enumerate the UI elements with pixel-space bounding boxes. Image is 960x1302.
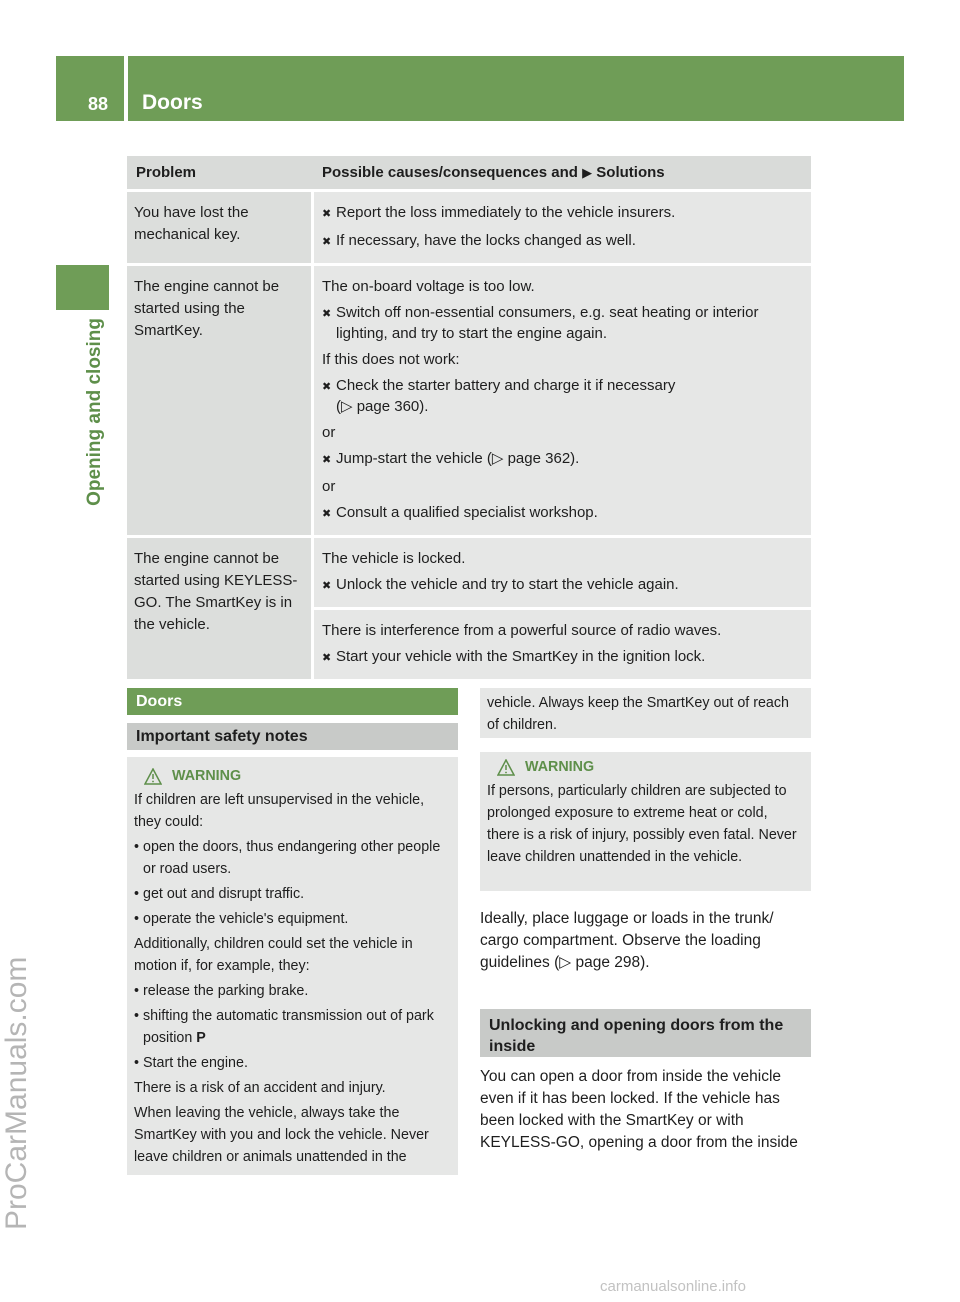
chapter-tab: [56, 265, 109, 310]
body-paragraph: You can open a door from inside the vehicle even if it has been locked. If the vehicle has been locked with the SmartKey or with KEYLESS-GO, opening a door from the inside: [480, 1068, 798, 1151]
action-step: ✖ Start your vehicle with the SmartKey in the ignition lock.: [322, 646, 803, 669]
action-arrow-icon: ▶: [582, 165, 593, 180]
list-item: • Start the engine.: [134, 1055, 248, 1071]
table-row: [127, 192, 811, 263]
warning-title: [144, 765, 451, 787]
footer-watermark: carmanualsonline.info: [600, 1278, 746, 1295]
cause-text: If this does not work:: [322, 351, 460, 368]
table-row: [127, 538, 811, 679]
page-reference[interactable]: (▷ page 360).: [336, 398, 429, 415]
header-divider: [124, 56, 128, 121]
action-arrow-icon: ✖: [322, 236, 332, 248]
solution-cell: [314, 538, 811, 607]
col-solutions-header: [313, 164, 811, 181]
watermark: ProCarManuals.com: [0, 956, 33, 1230]
subsection-heading-safety: Important safety notes: [127, 723, 458, 750]
section-heading-doors: Doors: [127, 688, 458, 715]
chapter-label: Opening and closing: [84, 318, 105, 506]
problem-cell: The engine cannot be started using the SmartKey.: [127, 266, 311, 535]
action-step: ✖ If necessary, have the locks changed as well.: [322, 230, 803, 253]
action-step: [322, 375, 803, 417]
troubleshooting-table: [127, 156, 811, 679]
table-row: [127, 266, 811, 535]
page-title: Doors: [142, 91, 203, 114]
action-arrow-icon: ✖: [322, 652, 332, 664]
warning-triangle-icon: [144, 768, 162, 785]
warning-triangle-icon: [497, 759, 515, 776]
solution-cell: [314, 610, 811, 679]
cause-text: There is interference from a powerful source of radio waves.: [322, 622, 722, 639]
action-arrow-icon: ✖: [322, 454, 332, 466]
action-step: ✖ Consult a qualified specialist workshop.: [322, 502, 803, 525]
warning-box: [480, 752, 811, 891]
warning-title: [497, 756, 804, 778]
action-arrow-icon: ✖: [322, 381, 332, 393]
action-text: Check the starter battery and charge it if necessary: [336, 377, 676, 394]
solution-cell: [314, 266, 811, 535]
warning-title-text: WARNING: [525, 759, 595, 775]
action-arrow-icon: ✖: [322, 508, 332, 520]
warning-intro: If children are left unsupervised in the vehicle, they could:: [134, 792, 425, 830]
warning-box: [127, 757, 458, 1175]
warning-text: When leaving the vehicle, always take the SmartKey with you and lock the vehicle. Never leave children or animals unattended in the: [134, 1105, 429, 1165]
page-number: 88: [88, 94, 109, 114]
list-item: • release the parking brake.: [134, 983, 309, 999]
cause-text: The on-board voltage is too low.: [322, 278, 535, 295]
problem-cell: The engine cannot be started using KEYLESS-GO. The SmartKey is in the vehicle.: [127, 538, 311, 679]
col-solutions-header-text: Possible causes/consequences and: [322, 164, 578, 181]
list-item: • operate the vehicle's equipment.: [134, 911, 349, 927]
or-text: or: [322, 478, 336, 495]
warning-continued: vehicle. Always keep the SmartKey out of reach of children.: [480, 688, 811, 738]
warning-text: If persons, particularly children are subjected to prolonged exposure to extreme heat or cold, there is a risk of injury, possibly even fatal. Never leave children unattended in the vehicle.: [487, 783, 797, 865]
action-arrow-icon: ✖: [322, 580, 332, 592]
action-step: ✖ Report the loss immediately to the vehicle insurers.: [322, 202, 803, 225]
action-arrow-icon: ✖: [322, 208, 332, 220]
list-item: • shifting the automatic transmission out of park position P: [134, 1008, 434, 1046]
list-item: • get out and disrupt traffic.: [134, 886, 305, 902]
body-paragraph: Ideally, place luggage or loads in the trunk/ cargo compartment. Observe the loading guidelines (▷ page 298).: [480, 910, 774, 971]
list-item: • open the doors, thus endangering other people or road users.: [134, 839, 441, 877]
warning-text: Additionally, children could set the vehicle in motion if, for example, they:: [134, 936, 413, 974]
subsection-heading-unlocking: Unlocking and opening doors from the inside: [480, 1009, 811, 1057]
col-problem-header: Problem: [136, 164, 197, 181]
problem-cell: You have lost the mechanical key.: [127, 192, 311, 263]
action-arrow-icon: ✖: [322, 308, 332, 320]
warning-text: There is a risk of an accident and injury.: [134, 1080, 386, 1096]
solution-cell-group: [314, 538, 811, 679]
action-step: ✖ Switch off non-essential consumers, e.g. seat heating or interior lighting, and try to start the engine again.: [322, 304, 759, 342]
warning-title-text: WARNING: [172, 768, 242, 784]
table-header: [127, 156, 811, 189]
col-solutions-header-text-b: Solutions: [596, 164, 665, 181]
action-step: ✖ Jump-start the vehicle (▷ page 362).: [322, 448, 803, 471]
cause-text: The vehicle is locked.: [322, 550, 466, 567]
action-step: ✖ Unlock the vehicle and try to start the vehicle again.: [322, 574, 803, 597]
or-text: or: [322, 424, 336, 441]
solution-cell: [314, 192, 811, 263]
